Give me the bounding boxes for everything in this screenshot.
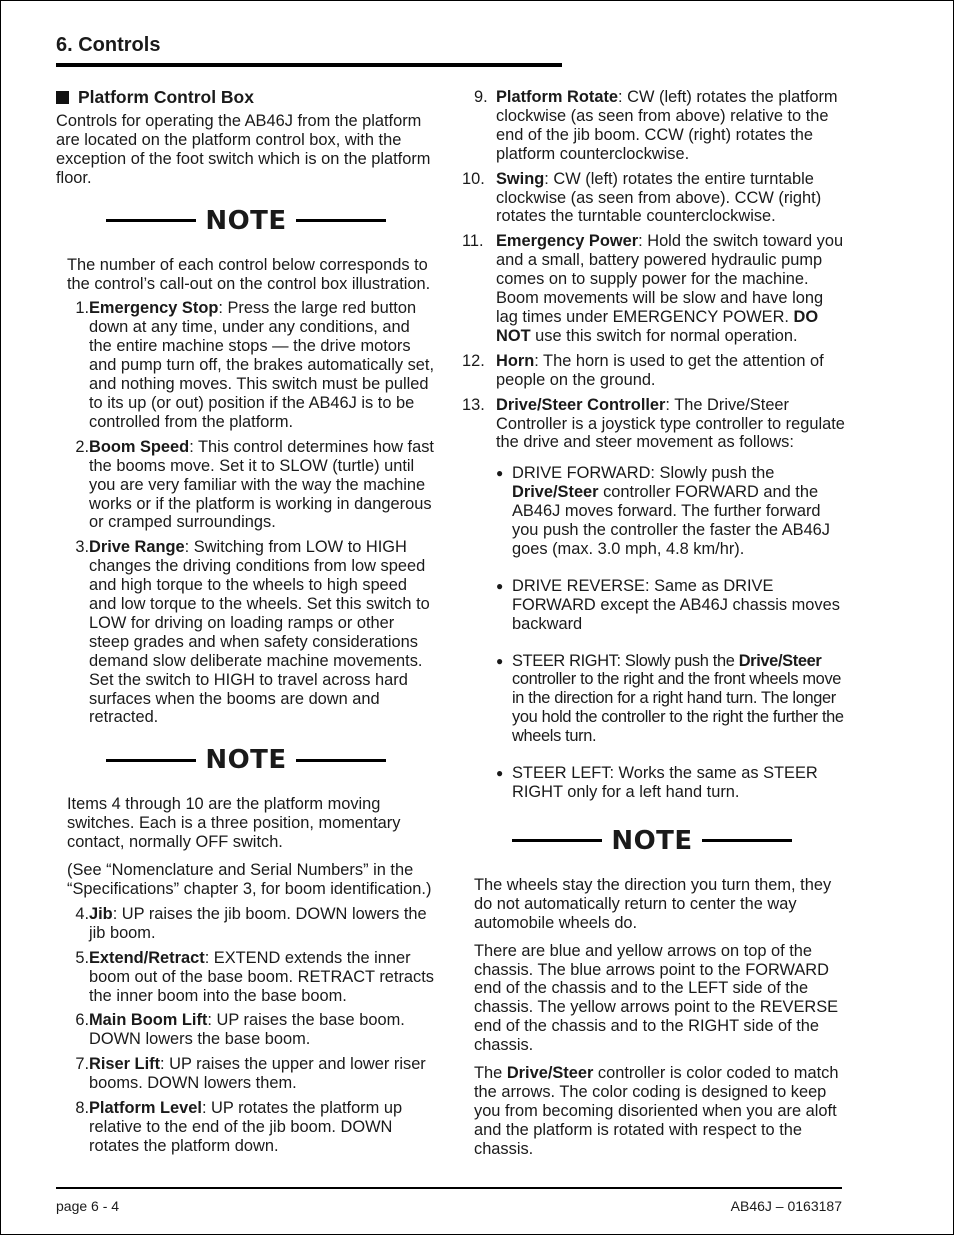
bullet-text-start: DRIVE REVERSE: Same as DRIVE FORWARD except the AB46J chassis moves backward <box>512 576 840 633</box>
bullet-icon: ● <box>496 766 504 781</box>
note-rule-left <box>106 759 196 762</box>
chapter-rule <box>56 63 562 67</box>
item-text: : UP rotates the platform up relative to the end of the jib boom. DOWN rotates the platform down. <box>89 1099 403 1155</box>
control-item-9 <box>462 88 846 164</box>
item-body <box>89 438 436 533</box>
item-number: 6. <box>75 1011 89 1030</box>
control-item-6 <box>56 1011 436 1049</box>
bullet-text-end: controller to the right and the front wheels move in the direction for a right hand turn. The longer you hold the controller to the right the further the wheels turn. <box>512 670 844 746</box>
item-number: 10. <box>462 169 485 188</box>
bullet-emphasis: Drive/Steer <box>738 651 822 670</box>
item-body <box>496 396 846 453</box>
text-start: The <box>474 1064 507 1083</box>
control-item-2 <box>56 438 436 533</box>
section-title: Platform Control Box <box>78 87 254 107</box>
note-banner-2 <box>106 739 386 781</box>
bullet-icon: ● <box>496 578 504 593</box>
note-3-color-coding-text <box>474 1064 846 1159</box>
note-3-arrows-text: There are blue and yellow arrows on top of the chassis. The blue arrows point to the FORWARD end of the chassis and to the LEFT side of the chassis. The yellow arrows point to the REVERSE end of the chassis and to the RIGHT side of the chassis. <box>474 941 839 1055</box>
note-rule-right <box>296 759 386 762</box>
item-label: Emergency Power <box>496 232 639 251</box>
item-text: : CW (left) rotates the entire turntable clockwise (as seen from above). CCW (right) rotates the turntable counterclockwise. <box>496 169 822 226</box>
item-body <box>496 352 846 390</box>
item-number: 1. <box>75 299 89 318</box>
bullet-text <box>512 764 846 802</box>
list-item <box>496 464 846 559</box>
text-emphasis: Drive/Steer <box>506 1064 594 1083</box>
control-item-10 <box>462 170 846 227</box>
item-number: 2. <box>75 437 89 456</box>
item-number: 5. <box>75 948 89 967</box>
note-3-body <box>462 876 846 1159</box>
item-body <box>89 538 436 727</box>
item-number: 9. <box>474 88 488 106</box>
item-label: Extend/Retract <box>89 948 205 967</box>
control-item-3 <box>56 538 436 727</box>
bullet-text-start: STEER LEFT: Works the same as STEER RIGHT only for a left hand turn. <box>512 764 818 801</box>
item-label: Platform Level <box>89 1099 202 1118</box>
note-3-wheels-text: The wheels stay the direction you turn them, they do not automatically return to center the way automobile wheels do. <box>474 875 832 932</box>
item-body <box>496 170 846 227</box>
control-item-8 <box>56 1099 436 1156</box>
item-number: 13. <box>462 395 485 414</box>
note-2-reference: (See “Nomenclature and Serial Numbers” in the “Specifications” chapter 3, for boom identification.) <box>67 861 432 898</box>
item-body <box>89 949 436 1006</box>
item-text: : UP raises the base boom. DOWN lowers the base boom. <box>89 1011 405 1049</box>
item-body <box>89 1011 436 1049</box>
note-label: NOTE <box>205 745 287 776</box>
control-item-7 <box>56 1055 436 1093</box>
section-intro: Controls for operating the AB46J from the platform are located on the platform control box, with the exception of the foot switch which is on the platform floor. <box>56 112 431 187</box>
item-text: : Hold the switch toward you and a small, battery powered hydraulic pump comes on to supply power for the machine. Boom movements will be slow and have long lag times under EMERGENCY POWER. <box>496 232 844 326</box>
item-text: : UP raises the jib boom. DOWN lowers the jib boom. <box>89 904 427 942</box>
item-number: 11. <box>462 232 484 251</box>
item-label: Jib <box>89 904 113 923</box>
note-rule-left <box>106 219 196 222</box>
bullet-text-start: STEER RIGHT: Slowly push the <box>512 651 739 670</box>
item-label: Platform Rotate <box>496 88 619 106</box>
bullet-text-start: DRIVE FORWARD: Slowly push the <box>512 464 775 483</box>
right-column <box>462 88 846 1159</box>
note-1-text: The number of each control below corresponds to the control’s call-out on the control box illustration. <box>67 255 431 293</box>
list-item <box>496 652 846 747</box>
bullet-text <box>512 464 846 559</box>
bullet-text <box>512 652 846 747</box>
item-text: : CW (left) rotates the platform clockwise (as seen from above) relative to the end of the jib boom. CCW (right) rotates the platform counterclockwise. <box>496 88 838 163</box>
item-text: : The horn is used to get the attention of people on the ground. <box>496 351 824 389</box>
page-number: page 6 - 4 <box>56 1198 120 1214</box>
bullet-icon: ● <box>496 466 504 481</box>
item-label: Riser Lift <box>89 1055 161 1074</box>
item-number: 12. <box>462 351 485 370</box>
control-item-1 <box>56 299 436 431</box>
item-body <box>89 905 436 943</box>
bullet-text-end: controller FORWARD and the AB46J moves forward. The further forward you push the controller the faster the AB46J goes (max. 3.0 mph, 4.8 km/hr). <box>512 483 830 558</box>
note-rule-right <box>702 839 792 842</box>
item-body <box>89 1055 436 1093</box>
list-item <box>496 577 846 634</box>
item-body <box>89 299 436 431</box>
control-item-11 <box>462 232 846 345</box>
note-rule-left <box>512 839 602 842</box>
square-bullet-icon <box>56 91 69 104</box>
item-emphasis: DO NOT <box>496 307 819 345</box>
control-item-5 <box>56 949 436 1006</box>
item-text: : EXTEND extends the inner boom out of the base boom. RETRACT retracts the inner boom into the base boom. <box>89 948 434 1005</box>
list-item <box>496 764 846 802</box>
item-number: 7. <box>75 1055 89 1074</box>
item-label: Drive Range <box>89 538 185 557</box>
item-text: : Press the large red button down at any time, under any conditions, and the entire machine stops — the drive motors and pump turn off, the brakes automatically set, and nothing moves. This switch must be pulled to its up (or out) position if the AB46J is to be controlled from the platform. <box>89 299 435 431</box>
control-item-13 <box>462 396 846 453</box>
bullet-icon: ● <box>496 653 504 668</box>
bullet-text <box>512 577 846 634</box>
item-number: 8. <box>75 1099 89 1118</box>
item-text-continued: use this switch for normal operation. <box>530 326 798 345</box>
item-label: Horn <box>496 351 535 370</box>
item-number: 4. <box>75 904 89 923</box>
item-label: Emergency Stop <box>89 299 219 318</box>
note-label: NOTE <box>205 205 287 236</box>
item-text: : Switching from LOW to HIGH changes the driving conditions from low speed and high torque to the wheels to high speed and low torque to the wheels. Set this switch to LOW for driving on loading ramps or other steep grades and when safety considerations demand slow deliberate machine movements. Set the switch to HIGH to travel across hard surfaces when the booms are down and retracted. <box>89 538 430 727</box>
control-item-12 <box>462 352 846 390</box>
chapter-title: 6. Controls <box>56 34 161 56</box>
item-label: Boom Speed <box>89 437 190 456</box>
document-id: AB46J – 0163187 <box>730 1198 842 1214</box>
bullet-emphasis: Drive/Steer <box>512 483 599 502</box>
item-label: Swing <box>496 169 545 188</box>
note-label: NOTE <box>611 825 693 856</box>
section-heading <box>56 86 436 108</box>
text-end: controller is color coded to match the arrows. The color coding is designed to keep you from becoming disoriented when you are aloft and the platform is rotated with respect to the chassis. <box>474 1064 839 1158</box>
item-text: : This control determines how fast the booms move. Set it to SLOW (turtle) until you are very familiar with the way the machine works or if the platform is working in dangerous or cramped surroundings. <box>89 437 434 532</box>
note-2-text: Items 4 through 10 are the platform moving switches. Each is a three position, momentary contact, normally OFF switch. <box>67 795 401 852</box>
item-label: Drive/Steer Controller <box>496 395 666 414</box>
drive-steer-bullet-list <box>496 464 846 802</box>
left-column <box>56 86 436 1156</box>
item-text: : The Drive/Steer Controller is a joystick type controller to regulate the drive and steer movement as follows: <box>496 395 845 452</box>
item-body <box>496 88 846 164</box>
note-banner-3 <box>512 820 792 862</box>
item-number: 3. <box>75 538 89 557</box>
note-rule-right <box>296 219 386 222</box>
control-item-4 <box>56 905 436 943</box>
item-label: Main Boom Lift <box>89 1011 208 1030</box>
item-text: : UP raises the upper and lower riser booms. DOWN lowers them. <box>89 1055 426 1093</box>
item-body <box>496 232 846 345</box>
item-body <box>89 1099 436 1156</box>
note-banner-1 <box>106 200 386 242</box>
footer-rule <box>56 1187 842 1189</box>
